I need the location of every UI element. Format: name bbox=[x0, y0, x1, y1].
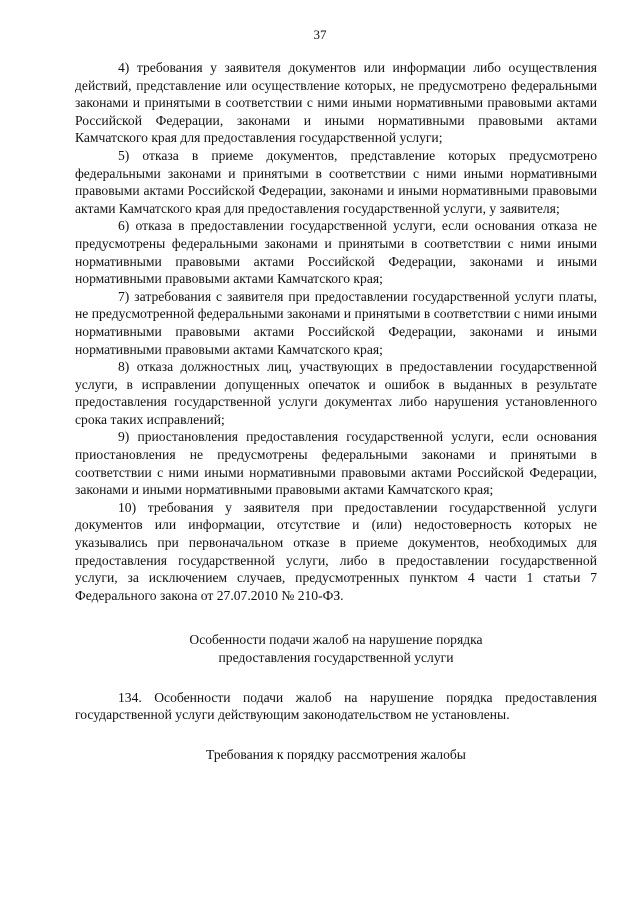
section-heading-review-requirements: Требования к порядку рассмотрения жалобы bbox=[206, 746, 466, 762]
section-heading-line-1: Особенности подачи жалоб на нарушение порядка bbox=[189, 632, 483, 648]
document-body bbox=[75, 59, 597, 763]
list-item-4: 4) требования у заявителя документов или информации либо осуществления действий, представление или осуществление которых, не предусмотрено федеральными законами и принятыми в соответствии с ними иными нормативными правовыми актами Российской Федерации, законами и иными нормативными правовыми актами Камчатского края для предоставления государственной услуги; bbox=[75, 60, 597, 146]
list-item-7: 7) затребования с заявителя при предоставлении государственной услуги платы, не предусмотренной федеральными законами и принятыми в соответствии с ними иными нормативными правовыми актами Российской Федерации, законами и иными нормативными правовыми актами Камчатского края; bbox=[75, 288, 597, 357]
section-heading-complaint-features bbox=[75, 631, 597, 666]
spacer bbox=[75, 604, 597, 631]
list-item-6: 6) отказа в предоставлении государственной услуги, если основания отказа не предусмотрены федеральными законами и принятыми в соответствии с ними иными нормативными правовыми актами Российской Федерации, законами и иными нормативными правовыми актами Камчатского края; bbox=[75, 218, 597, 287]
paragraph-134: 134. Особенности подачи жалоб на нарушение порядка предоставления государственной услуги действующим законодательством не установлены. bbox=[75, 689, 597, 723]
list-item-5: 5) отказа в приеме документов, представление которых предусмотрено федеральными законами и принятыми в соответствии с ними иными нормативными правовыми актами Российской Федерации, законами и иными нормативными правовыми актами Камчатского края для предоставления государственной услуги, у заявителя; bbox=[75, 147, 597, 216]
spacer bbox=[75, 667, 597, 689]
list-item-9: 9) приостановления предоставления государственной услуги, если основания приостановления не предусмотрены федеральными законами и принятыми в соответствии с ними иными нормативными правовыми актами Российской Федерации, законами и иными нормативными правовыми актами Камчатского края; bbox=[75, 429, 597, 498]
spacer bbox=[75, 724, 597, 746]
list-item-10: 10) требования у заявителя при предоставлении государственной услуги документов или информации, отсутствие и (или) недостоверность которых не указывались при первоначальном отказе в приеме документов, необходимых для предоставления государственной услуги, либо в предоставлении государственной услуги, за исключением случаев, предусмотренных пунктом 4 части 1 статьи 7 Федерального закона от 27.07.2010 № 210-ФЗ. bbox=[75, 499, 597, 603]
list-item-8: 8) отказа должностных лиц, участвующих в предоставлении государственной услуги, в исправлении допущенных опечаток и ошибок в выданных в результате предоставления государственной услуги документах либо нарушения установленного срока таких исправлений; bbox=[75, 359, 597, 427]
page-number: 37 bbox=[313, 27, 327, 42]
section-heading-line-2: предоставления государственной услуги bbox=[218, 650, 454, 665]
